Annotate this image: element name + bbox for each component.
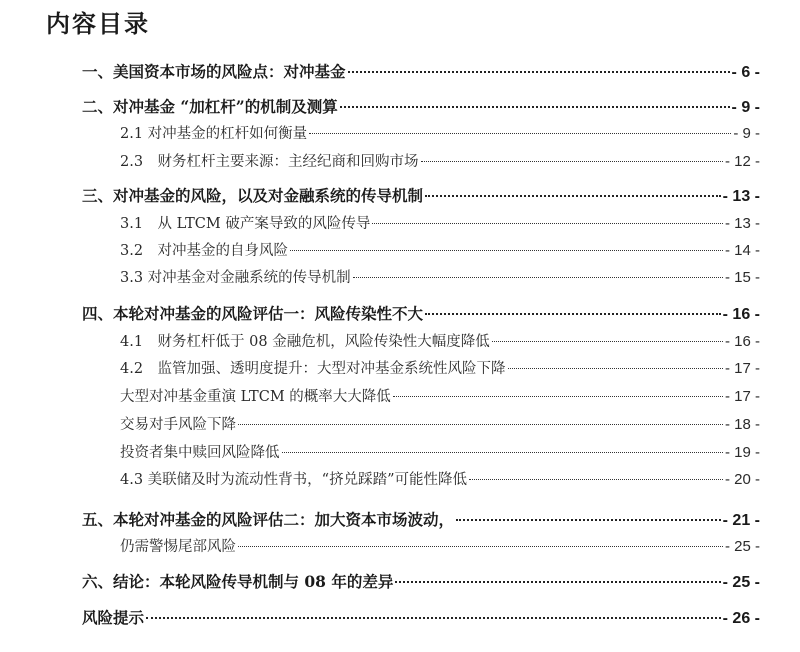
- dot-leader: [340, 106, 730, 108]
- toc-entry-label: 3.3 对冲基金对金融系统的传导机制: [120, 270, 351, 286]
- dot-leader: [393, 396, 723, 397]
- toc-entry-page: - 6 -: [731, 64, 760, 81]
- toc-entry-label: 大型对冲基金重演 LTCM 的概率大大降低: [120, 389, 391, 405]
- toc-entry-page: - 25 -: [724, 538, 760, 555]
- dot-leader: [309, 133, 731, 134]
- toc-entry-label: 2.3 财务杠杆主要来源：主经纪商和回购市场: [120, 154, 419, 170]
- toc-entry-page: - 9 -: [731, 99, 760, 116]
- toc-entry-label: 3.2 对冲基金的自身风险: [120, 243, 289, 259]
- toc-entry-label: 投资者集中赎回风险降低: [120, 445, 280, 461]
- dot-leader: [348, 71, 730, 73]
- toc-entry-page: - 13 -: [724, 215, 760, 232]
- toc-entry-page: - 16 -: [722, 306, 760, 323]
- dot-leader: [395, 581, 720, 583]
- toc-entry-page: - 18 -: [724, 416, 760, 433]
- dot-leader: [425, 195, 721, 197]
- toc-entry-3-1[interactable]: [120, 212, 760, 233]
- toc-entry-ch4[interactable]: [82, 302, 760, 324]
- dot-leader: [421, 161, 723, 162]
- toc-entry-label: 五、本轮对冲基金的风险评估二：加大资本市场波动，: [82, 510, 455, 529]
- toc-entry-2-3[interactable]: [120, 150, 760, 171]
- toc-entry-page: - 16 -: [724, 333, 760, 350]
- toc-entry-ch1[interactable]: [82, 60, 760, 82]
- toc-entry-page: - 15 -: [724, 269, 760, 286]
- toc-entry-page: - 14 -: [724, 242, 760, 259]
- toc-entry-label: 六、结论：本轮风险传导机制与 08 年的差异: [82, 572, 394, 591]
- toc-entry-page: - 12 -: [724, 153, 760, 170]
- dot-leader: [238, 546, 723, 547]
- dot-leader: [469, 479, 723, 480]
- dot-leader: [146, 617, 721, 619]
- toc-entry-label: 三、对冲基金的风险，以及对金融系统的传导机制: [82, 186, 424, 205]
- toc-entry-page: - 9 -: [733, 125, 760, 142]
- toc-entry-page: - 21 -: [722, 512, 760, 529]
- toc-entry-ch5[interactable]: [82, 508, 760, 530]
- dot-leader: [372, 223, 723, 224]
- toc-entry-page: - 25 -: [722, 574, 760, 591]
- toc-entry-3-2[interactable]: [120, 239, 760, 260]
- toc-entry-page: - 26 -: [722, 610, 760, 627]
- toc-entry-ch6[interactable]: [82, 570, 760, 592]
- toc-entry-4-2[interactable]: [120, 357, 760, 378]
- toc-entry-4-2-a[interactable]: [120, 385, 760, 406]
- toc-entry-4-2-b[interactable]: [120, 413, 760, 434]
- toc-heading: 内容目录: [46, 9, 150, 38]
- dot-leader: [508, 368, 723, 369]
- toc-entry-page: - 17 -: [724, 360, 760, 377]
- toc-entry-5-a[interactable]: [120, 535, 760, 556]
- toc-entry-label: 一、美国资本市场的风险点：对冲基金: [82, 62, 346, 81]
- dot-leader: [456, 519, 721, 521]
- toc-entry-label: 二、对冲基金 “加杠杆”的机制及测算: [82, 97, 338, 116]
- dot-leader: [492, 341, 723, 342]
- dot-leader: [282, 452, 723, 453]
- toc-entry-page: - 20 -: [724, 471, 760, 488]
- toc-entry-3-3[interactable]: [120, 266, 760, 287]
- dot-leader: [353, 277, 723, 278]
- toc-entry-label: 4.2 监管加强、透明度提升：大型对冲基金系统性风险下降: [120, 361, 506, 377]
- toc-entry-label: 4.3 美联储及时为流动性背书，“挤兑踩踏”可能性降低: [120, 472, 467, 488]
- toc-entry-label: 3.1 从 LTCM 破产案导致的风险传导: [120, 216, 371, 232]
- toc-entry-label: 四、本轮对冲基金的风险评估一：风险传染性不大: [82, 304, 424, 323]
- toc-entry-ch2[interactable]: [82, 95, 760, 117]
- toc-entry-risk-warning[interactable]: [82, 606, 760, 628]
- toc-entry-page: - 17 -: [724, 388, 760, 405]
- toc-entry-4-2-c[interactable]: [120, 441, 760, 462]
- toc-entry-page: - 13 -: [722, 188, 760, 205]
- toc-entry-page: - 19 -: [724, 444, 760, 461]
- toc-entry-label: 风险提示: [82, 608, 145, 627]
- dot-leader: [290, 250, 723, 251]
- toc-entry-4-1[interactable]: [120, 330, 760, 351]
- toc-entry-ch3[interactable]: [82, 184, 760, 206]
- toc-entry-label: 仍需警惕尾部风险: [120, 539, 236, 555]
- toc-entry-label: 交易对手风险下降: [120, 417, 236, 433]
- toc-entry-label: 4.1 财务杠杆低于 08 金融危机，风险传染性大幅度降低: [120, 334, 490, 350]
- toc-entry-4-3[interactable]: [120, 468, 760, 489]
- dot-leader: [238, 424, 723, 425]
- toc-entry-label: 2.1 对冲基金的杠杆如何衡量: [120, 126, 308, 142]
- dot-leader: [425, 313, 721, 315]
- toc-entry-2-1[interactable]: [120, 122, 760, 143]
